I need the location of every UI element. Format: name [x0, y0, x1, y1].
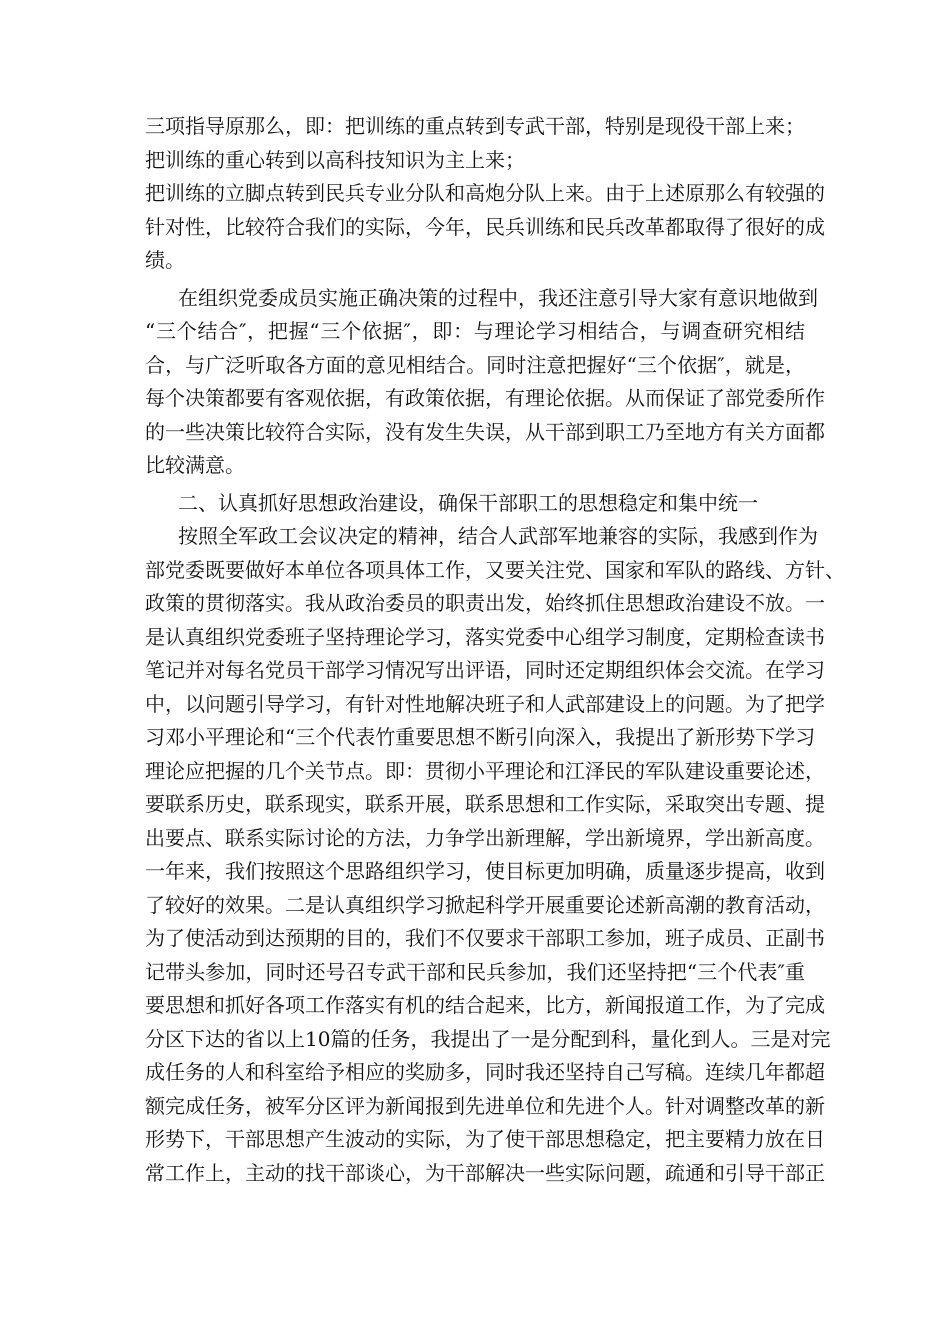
- text-line: “三个结合″，把握“三个依据″，即：与理论学习相结合，与调查研究相结: [145, 319, 805, 343]
- text-line: 把训练的重心转到以高科技知识为主上来；: [145, 147, 525, 172]
- text-line: 为了使活动到达预期的目的，我们不仅要求干部职工参加，班子成员、正副书: [145, 926, 825, 950]
- paragraph-first-line: 在组织党委成员实施正确决策的过程中，我还注意引导大家有意识地做到: [178, 285, 818, 310]
- text-line: 理论应把握的几个关节点。即：贯彻小平理论和江泽民的军队建设重要论述，: [145, 758, 825, 783]
- text-line: 出要点、联系实际讨论的方法，力争学出新理解，学出新境界，学出新高度。: [145, 825, 825, 850]
- text-line: 成任务的人和科室给予相应的奖励多，同时我还坚持自己写稿。连续几年都超: [145, 1060, 825, 1084]
- text-line: 常工作上，主动的找干部谈心，为干部解决一些实际问题，疏通和引导干部正: [145, 1160, 825, 1185]
- text-line: 是认真组织党委班子坚持理论学习，落实党委中心组学习制度，定期检查读书: [145, 624, 825, 649]
- text-line: 笔记并对每名党员干部学习情况写出评语，同时还定期组织体会交流。在学习: [145, 658, 825, 682]
- text-line: 了较好的效果。二是认真组织学习掀起科学开展重要论述新高潮的教育活动，: [145, 892, 825, 917]
- text-line: 把训练的立脚点转到民兵专业分队和高炮分队上来。由于上述原那么有较强的: [145, 181, 825, 205]
- text-line: 每个决策都要有客观依据，有政策依据，有理论依据。从而保证了部党委所作: [145, 386, 825, 410]
- text-line: 要联系历史，联系现实，联系开展，联系思想和工作实际，采取突出专题、提: [145, 792, 825, 816]
- text-line: 部党委既要做好本单位各项具体工作，又要关注党、国家和军队的路线、方针、: [145, 557, 845, 582]
- text-line: 一年来，我们按照这个思路组织学习，使目标更加明确，质量逐步提高，收到: [145, 859, 825, 883]
- text-line: 的一些决策比较符合实际，没有发生失误，从干部到职工乃至地方有关方面都: [145, 419, 825, 444]
- text-line: 比较满意。: [145, 453, 245, 477]
- paragraph-first-line: 按照全军政工会议决定的精神，结合人武部军地兼容的实际，我感到作为: [178, 524, 818, 548]
- text-line: 三项指导原那么，即：把训练的重点转到专武干部，特别是现役干部上来；: [145, 114, 805, 138]
- text-line: 中，以问题引导学习，有针对性地解决班子和人武部建设上的问题。为了把学: [145, 691, 825, 716]
- text-line: 政策的贯彻落实。我从政治委员的职责出发，始终抓住思想政治建设不放。一: [145, 591, 825, 615]
- section-heading: 二、认真抓好思想政治建设，确保干部职工的思想稳定和集中统一: [178, 490, 758, 515]
- body-text: [145, 110, 845, 1190]
- text-line: 习邓小平理论和“三个代表竹重要思想不断引向深入，我提出了新形势下学习: [145, 725, 816, 749]
- text-line: 分区下达的省以上10篇的任务，我提出了一是分配到科，量化到人。三是对完: [145, 1026, 831, 1051]
- text-line: 要思想和抓好各项工作落实有机的结合起来，比方，新闻报道工作，为了完成: [145, 993, 825, 1017]
- text-line: 合，与广泛听取各方面的意见相结合。同时注意把握好“三个依据″，就是，: [145, 352, 805, 377]
- text-line: 额完成任务，被军分区评为新闻报到先进单位和先进个人。针对调整改革的新: [145, 1093, 825, 1118]
- text-line: 形势下，干部思想产生波动的实际，为了使干部思想稳定，把主要精力放在日: [145, 1127, 825, 1151]
- text-line: 针对性，比较符合我们的实际，今年，民兵训练和民兵改革都取得了很好的成: [145, 214, 825, 239]
- text-line: 绩。: [145, 248, 185, 272]
- text-line: 记带头参加，同时还号召专武干部和民兵参加，我们还坚持把“三个代表″重: [145, 959, 805, 984]
